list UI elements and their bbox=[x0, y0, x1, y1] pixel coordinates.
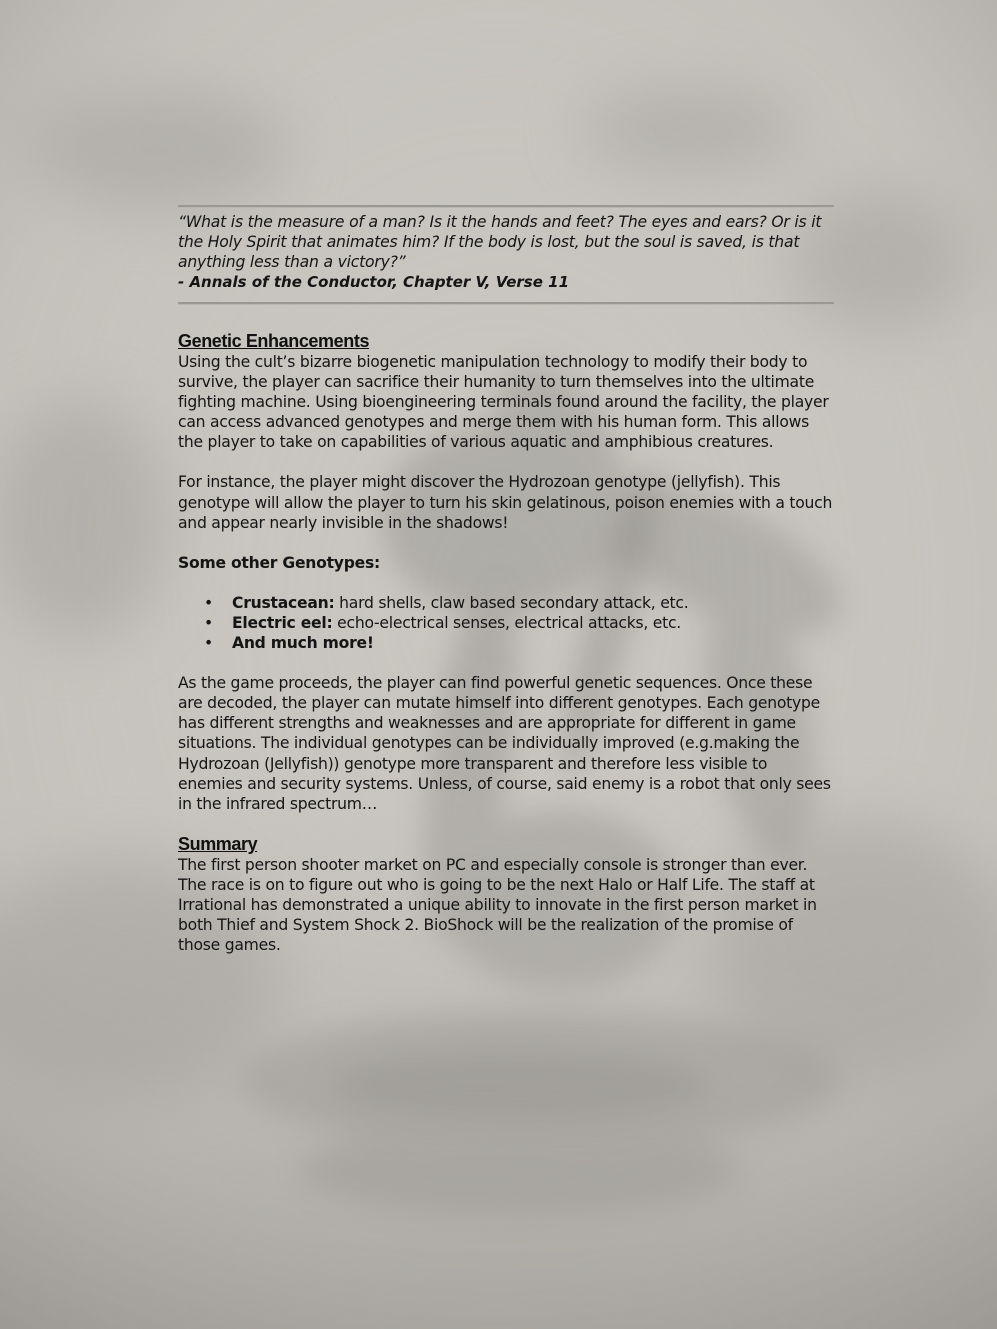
genetic-paragraph-2: For instance, the player might discover the Hydrozoan genotype (jellyfish). This genotype will allow the player to turn his skin gelatinous, poison enemies with a touch and appear nearly invisible in the shadows! bbox=[178, 473, 833, 532]
document-body bbox=[178, 205, 834, 955]
genotype-term: Crustacean: bbox=[232, 593, 335, 612]
summary-heading: Summary bbox=[178, 833, 258, 854]
genetic-paragraph-3: As the game proceeds, the player can find powerful genetic sequences. Once these are decoded, the player can mutate himself into different genotypes. Each genotype has different strengths and weaknesses and are appropriate for different in game situations. The individual genotypes can be individually improved (e.g.making the Hydrozoan (Jellyfish)) genotype more transparent and therefore less visible to enemies and security systems. Unless, of course, said enemy is a robot that only sees in the infrared spectrum… bbox=[178, 674, 831, 813]
list-item bbox=[204, 613, 834, 633]
genotype-description: hard shells, claw based secondary attack, etc. bbox=[334, 593, 689, 612]
genotype-term: Electric eel: bbox=[232, 613, 333, 632]
bullet-icon: • bbox=[204, 593, 213, 612]
genotypes-list-heading: Some other Genotypes: bbox=[178, 553, 380, 572]
top-divider bbox=[178, 205, 834, 208]
bullet-icon: • bbox=[204, 613, 213, 632]
genetic-paragraph-1: Using the cult’s bizarre biogenetic manipulation technology to modify their body to survive, the player can sacrifice their humanity to turn themselves into the ultimate fighting machine. Using bioengineering terminals found around the facility, the player can access advanced genotypes and merge them with his human form. This allows the player to take on capabilities of various aquatic and amphibious creatures. bbox=[178, 353, 829, 452]
list-item bbox=[204, 633, 834, 653]
genotype-list bbox=[178, 593, 834, 653]
summary-paragraph: The first person shooter market on PC and especially console is stronger than ever. The race is on to figure out who is going to be the next Halo or Half Life. The staff at Irrational has demonstrated a unique ability to innovate in the first person market in both Thief and System Shock 2. BioShock will be the realization of the promise of those games. bbox=[178, 855, 817, 955]
epigraph-source: - Annals of the Conductor, Chapter V, Verse 11 bbox=[178, 273, 570, 291]
genotype-description: echo-electrical senses, electrical attacks, etc. bbox=[332, 613, 681, 632]
genetic-enhancements-heading: Genetic Enhancements bbox=[178, 331, 370, 351]
epigraph-quote: “What is the measure of a man? Is it the hands and feet? The eyes and ears? Or is it the Holy Spirit that animates him? If the body is lost, but the soul is saved, is that anything less than a victory?” bbox=[178, 213, 822, 271]
list-item bbox=[204, 593, 834, 613]
genotype-term: And much more! bbox=[232, 634, 374, 653]
bullet-icon: • bbox=[204, 634, 213, 653]
bottom-divider bbox=[178, 302, 834, 305]
